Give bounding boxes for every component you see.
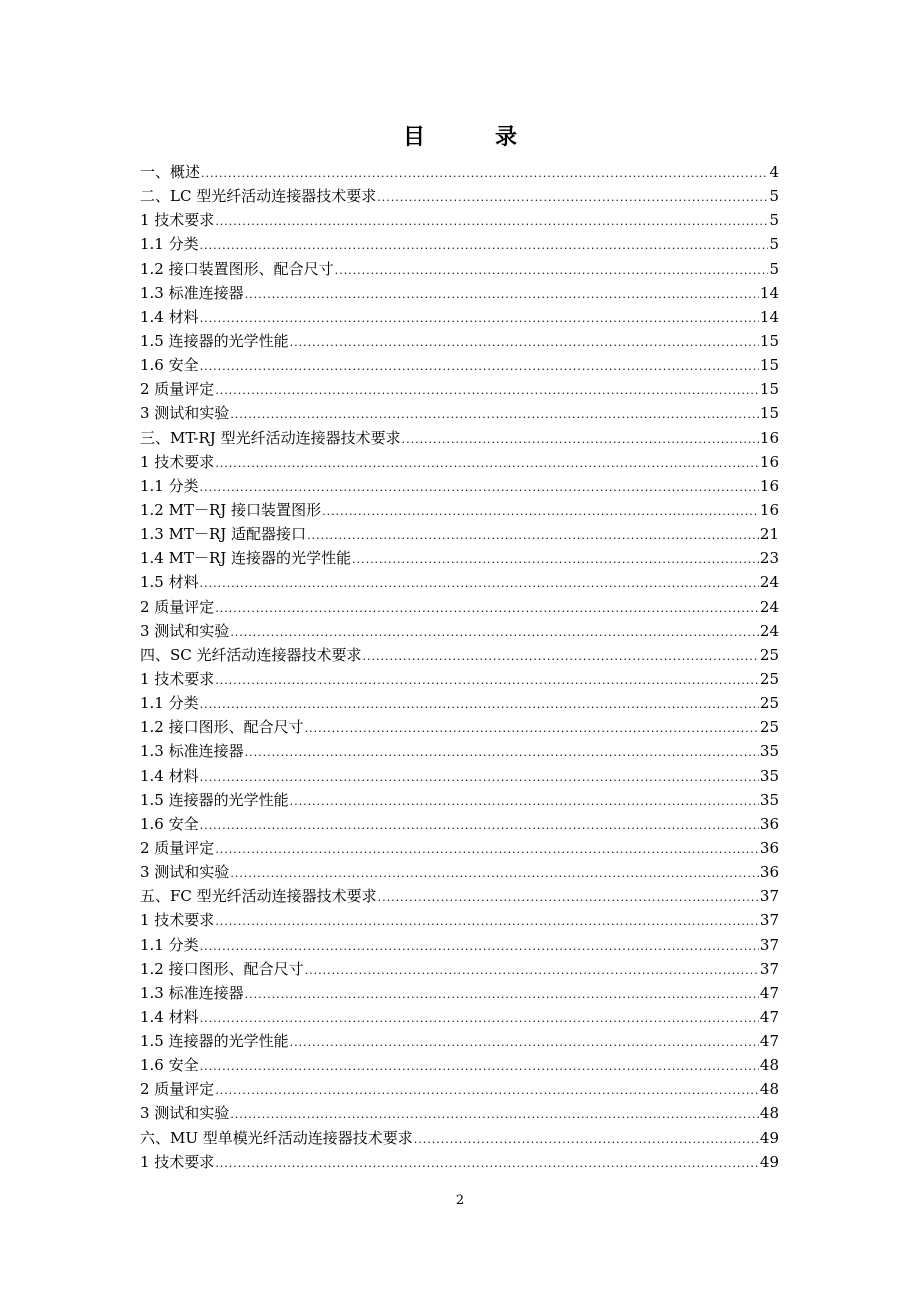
toc-entry[interactable] (140, 1005, 779, 1029)
toc-entry[interactable] (140, 522, 779, 546)
toc-entry-page: 24 (759, 597, 779, 616)
toc-entry[interactable] (140, 232, 779, 256)
toc-entry-label: 1.3 标准连接器 (140, 742, 244, 761)
toc-dot-leader (230, 621, 759, 645)
toc-entry-page: 36 (759, 814, 779, 833)
toc-entry-page: 25 (759, 645, 779, 664)
toc-dot-leader (363, 645, 759, 669)
toc-entry[interactable] (140, 643, 779, 667)
toc-entry-label: 3 测试和实验 (140, 621, 230, 640)
toc-entry[interactable] (140, 957, 779, 981)
toc-entry-label: 1 技术要求 (140, 911, 215, 930)
toc-entry[interactable] (140, 933, 779, 957)
toc-entry[interactable] (140, 208, 779, 232)
toc-entry[interactable] (140, 450, 779, 474)
toc-entry-page: 14 (759, 283, 779, 302)
toc-entry[interactable] (140, 788, 779, 812)
toc-dot-leader (200, 234, 769, 258)
toc-dot-leader (305, 717, 759, 741)
toc-entry-label: 1.4 材料 (140, 766, 199, 785)
toc-entry-page: 16 (759, 500, 779, 519)
toc-entry-label: 1.1 分类 (140, 694, 199, 713)
toc-entry[interactable] (140, 812, 779, 836)
toc-dot-leader (200, 572, 759, 596)
toc-entry-label: 1.5 连接器的光学性能 (140, 331, 289, 350)
toc-entry[interactable] (140, 474, 779, 498)
toc-dot-leader (200, 355, 759, 379)
toc-dot-leader (305, 959, 759, 983)
toc-entry[interactable] (140, 570, 779, 594)
toc-dot-leader (200, 476, 759, 500)
toc-dot-leader (200, 814, 759, 838)
toc-dot-leader (402, 428, 759, 452)
toc-entry[interactable] (140, 305, 779, 329)
toc-dot-leader (200, 766, 759, 790)
toc-dot-leader (200, 935, 759, 959)
toc-entry-label: 1.6 安全 (140, 356, 199, 375)
toc-entry-page: 25 (759, 669, 779, 688)
toc-dot-leader (377, 186, 768, 210)
toc-dot-leader (201, 162, 768, 186)
toc-entry[interactable] (140, 1053, 779, 1077)
toc-entry-label: 2 质量评定 (140, 838, 215, 857)
toc-entry-label: 1.5 材料 (140, 573, 199, 592)
toc-entry[interactable] (140, 498, 779, 522)
toc-entry[interactable] (140, 257, 779, 281)
toc-entry-page: 48 (759, 1056, 779, 1075)
toc-dot-leader (414, 1128, 759, 1152)
toc-dot-leader (215, 452, 759, 476)
toc-entry-page: 16 (759, 476, 779, 495)
toc-entry-label: 1.6 安全 (140, 1056, 199, 1075)
toc-entry[interactable] (140, 1077, 779, 1101)
toc-dot-leader (215, 379, 759, 403)
toc-entry-label: 2 质量评定 (140, 597, 215, 616)
toc-entry-page: 24 (759, 621, 779, 640)
toc-entry[interactable] (140, 281, 779, 305)
toc-entry-label: 1.2 MT－RJ 接口装置图形 (140, 500, 322, 519)
toc-entry-label: 1.2 接口装置图形、配合尺寸 (140, 259, 334, 278)
toc-entry[interactable] (140, 160, 779, 184)
toc-entry-page: 37 (759, 935, 779, 954)
toc-dot-leader (230, 862, 759, 886)
toc-entry-page: 4 (769, 163, 779, 181)
toc-entry-label: 三、MT-RJ 型光纤活动连接器技术要求 (140, 428, 401, 447)
toc-entry-page: 47 (759, 1032, 779, 1051)
toc-entry-page: 36 (759, 863, 779, 882)
toc-entry-page: 15 (759, 331, 779, 350)
toc-entry-page: 35 (759, 766, 779, 785)
toc-dot-leader (290, 331, 759, 355)
toc-entry-page: 15 (759, 356, 779, 375)
toc-entry[interactable] (140, 860, 779, 884)
toc-entry-label: 3 测试和实验 (140, 863, 230, 882)
toc-entry-page: 15 (759, 404, 779, 423)
table-of-contents (140, 160, 779, 1174)
toc-entry-page: 21 (759, 525, 779, 544)
toc-entry[interactable] (140, 764, 779, 788)
toc-entry[interactable] (140, 377, 779, 401)
toc-entry-label: 1.1 分类 (140, 476, 199, 495)
toc-dot-leader (378, 886, 759, 910)
toc-title: 目 录 (402, 124, 541, 150)
toc-entry-page: 49 (759, 1128, 779, 1147)
toc-entry-page: 15 (759, 380, 779, 399)
toc-entry[interactable] (140, 908, 779, 932)
toc-entry-page: 5 (769, 259, 779, 278)
toc-entry-label: 1.4 材料 (140, 307, 199, 326)
toc-dot-leader (307, 524, 759, 548)
toc-entry-label: 1 技术要求 (140, 211, 215, 230)
toc-entry-label: 一、概述 (140, 163, 201, 181)
toc-entry-label: 1.5 连接器的光学性能 (140, 790, 289, 809)
toc-entry-page: 49 (759, 1152, 779, 1171)
toc-entry[interactable] (140, 401, 779, 425)
toc-entry-page: 16 (759, 428, 779, 447)
toc-dot-leader (230, 1103, 759, 1127)
toc-entry-label: 四、SC 光纤活动连接器技术要求 (140, 645, 362, 664)
toc-dot-leader (215, 669, 759, 693)
toc-entry-page: 23 (759, 549, 779, 568)
toc-entry-page: 5 (769, 235, 779, 254)
toc-entry-label: 3 测试和实验 (140, 404, 230, 423)
toc-entry-page: 47 (759, 983, 779, 1002)
toc-entry[interactable] (140, 184, 779, 208)
toc-entry-page: 25 (759, 694, 779, 713)
toc-entry-page: 48 (759, 1104, 779, 1123)
toc-entry-label: 1.3 标准连接器 (140, 283, 244, 302)
toc-entry-label: 3 测试和实验 (140, 1104, 230, 1123)
toc-entry[interactable] (140, 353, 779, 377)
toc-entry[interactable] (140, 667, 779, 691)
toc-entry-label: 2 质量评定 (140, 380, 215, 399)
toc-entry-label: 1 技术要求 (140, 669, 215, 688)
toc-entry-page: 35 (759, 742, 779, 761)
toc-dot-leader (200, 1055, 759, 1079)
toc-dot-leader (200, 1007, 759, 1031)
toc-entry-label: 1.6 安全 (140, 814, 199, 833)
toc-dot-leader (322, 500, 759, 524)
toc-entry-label: 六、MU 型单模光纤活动连接器技术要求 (140, 1128, 413, 1147)
toc-entry-label: 二、LC 型光纤活动连接器技术要求 (140, 187, 377, 206)
toc-entry[interactable] (140, 329, 779, 353)
toc-entry-label: 1.1 分类 (140, 935, 199, 954)
toc-entry-page: 14 (759, 307, 779, 326)
toc-entry-page: 36 (759, 838, 779, 857)
toc-entry-label: 1.4 材料 (140, 1007, 199, 1026)
toc-entry[interactable] (140, 619, 779, 643)
toc-entry-page: 24 (759, 573, 779, 592)
toc-entry[interactable] (140, 546, 779, 570)
page-number: 2 (455, 1193, 465, 1208)
toc-entry[interactable] (140, 1101, 779, 1125)
toc-entry-label: 1.3 MT－RJ 适配器接口 (140, 525, 307, 544)
toc-entry-page: 47 (759, 1007, 779, 1026)
toc-entry-page: 48 (759, 1080, 779, 1099)
toc-entry-label: 2 质量评定 (140, 1080, 215, 1099)
toc-dot-leader (230, 403, 759, 427)
toc-dot-leader (215, 910, 759, 934)
toc-entry-label: 1.2 接口图形、配合尺寸 (140, 959, 304, 978)
toc-entry-label: 1.2 接口图形、配合尺寸 (140, 718, 304, 737)
toc-entry-page: 35 (759, 790, 779, 809)
toc-entry[interactable] (140, 1126, 779, 1150)
toc-entry[interactable] (140, 1150, 779, 1174)
toc-entry-label: 1.5 连接器的光学性能 (140, 1032, 289, 1051)
toc-entry[interactable] (140, 884, 779, 908)
toc-dot-leader (245, 983, 759, 1007)
toc-dot-leader (245, 741, 759, 765)
toc-entry[interactable] (140, 691, 779, 715)
toc-entry-page: 37 (759, 911, 779, 930)
toc-entry-label: 1.3 标准连接器 (140, 983, 244, 1002)
toc-entry[interactable] (140, 1029, 779, 1053)
toc-dot-leader (200, 307, 759, 331)
toc-dot-leader (290, 1031, 759, 1055)
toc-entry[interactable] (140, 426, 779, 450)
toc-dot-leader (200, 693, 759, 717)
toc-entry[interactable] (140, 715, 779, 739)
toc-dot-leader (215, 1152, 759, 1176)
toc-entry-page: 37 (759, 959, 779, 978)
toc-dot-leader (352, 548, 759, 572)
toc-entry[interactable] (140, 836, 779, 860)
toc-entry[interactable] (140, 739, 779, 763)
toc-dot-leader (245, 283, 759, 307)
toc-entry-page: 37 (759, 887, 779, 906)
toc-entry-page: 5 (769, 187, 779, 206)
toc-entry-label: 1.4 MT－RJ 连接器的光学性能 (140, 549, 352, 568)
toc-entry-page: 16 (759, 452, 779, 471)
toc-entry-page: 5 (769, 211, 779, 230)
toc-entry-page: 25 (759, 718, 779, 737)
toc-entry[interactable] (140, 595, 779, 619)
toc-dot-leader (335, 259, 769, 283)
toc-entry-label: 五、FC 型光纤活动连接器技术要求 (140, 887, 377, 906)
toc-entry[interactable] (140, 981, 779, 1005)
toc-dot-leader (215, 838, 759, 862)
toc-dot-leader (215, 1079, 759, 1103)
toc-entry-label: 1 技术要求 (140, 452, 215, 471)
toc-entry-label: 1.1 分类 (140, 235, 199, 254)
toc-dot-leader (290, 790, 759, 814)
toc-dot-leader (215, 597, 759, 621)
toc-dot-leader (215, 210, 768, 234)
toc-entry-label: 1 技术要求 (140, 1152, 215, 1171)
